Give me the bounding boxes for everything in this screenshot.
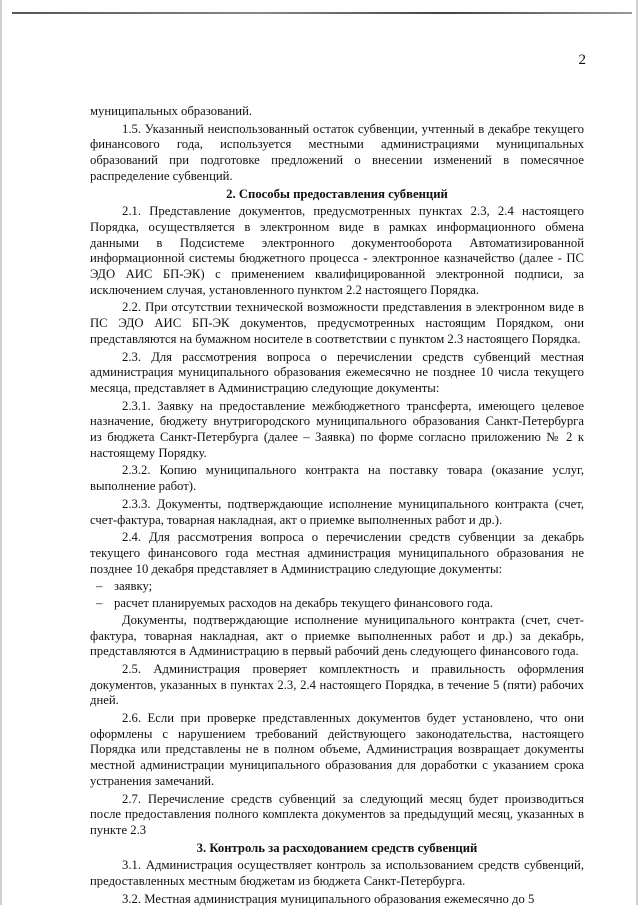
dash-marker: – <box>96 579 103 594</box>
paragraph: 2.7. Перечисление средств субвенций за следующий месяц будет производиться после предоставления полного комплекта документов за предыдущий месяц, указанных в пункте 2.3 <box>90 791 584 837</box>
paragraph: 2.3.1. Заявку на предоставление межбюджетного трансферта, имеющего целевое назначение, бюджету внутригородского муниципального образования Санкт-Петербурга из бюджета Санкт-Петербурга (далее – Заявка) по форме согласно приложению № 2 к настоящему Порядку. <box>90 398 584 460</box>
paragraph: 2.1. Представление документов, предусмотренных пунктах 2.3, 2.4 настоящего Порядка, осуществляется в электронном виде в рамках информационного обмена данными в Подсистеме электронного документооборота Автоматизированной информационной системы бюджетного процесса - электронное казначейство (далее - ПС ЭДО АИС БП-ЭК) с применением квалифицированной электронной подписи, за исключением случая, установленного пунктом 2.2 настоящего Порядка. <box>90 204 584 297</box>
list-item-text: заявку; <box>114 579 153 594</box>
list-item-text: расчет планируемых расходов на декабрь текущего финансового года. <box>114 596 494 611</box>
paragraph: 2.6. Если при проверке представленных документов будет установлено, что они оформлены с нарушением требований действующего законодательства, настоящего Порядка или представлены не в полном объеме, Администрация возвращает документы местной администрации муниципального образования для доработки с указанием срока устранения замечаний. <box>90 711 584 788</box>
paragraph: 2.2. При отсутствии технической возможности представления в электронном виде в ПС ЭДО АИС БП-ЭК документов, предусмотренных настоящим Порядком, они представляются на бумажном носителе в соответствии с пунктом 2.3 настоящего Порядка. <box>90 300 584 346</box>
scan-edge-left <box>0 0 2 905</box>
scan-top-border <box>12 12 632 14</box>
paragraph: 2.5. Администрация проверяет комплектность и правильность оформления документов, указанных в пунктах 2.3, 2.4 настоящего Порядка, в течение 5 (пяти) рабочих дней. <box>90 661 584 708</box>
paragraph: 2.3. Для рассмотрения вопроса о перечислении средств субвенций местная администрация муниципального образования ежемесячно не позднее 10 числа текущего месяца, представляет в Администрацию следующие документы: <box>90 349 584 395</box>
scan-edge-right <box>636 0 638 905</box>
dash-marker: – <box>96 596 103 611</box>
paragraph: 2.3.3. Документы, подтверждающие исполнение муниципального контракта (счет, счет-фактура, товарная накладная, акт о приемке выполненных работ и др.). <box>90 496 584 527</box>
document-body <box>90 104 584 909</box>
list-item <box>90 596 584 612</box>
paragraph: муниципальных образований. <box>90 104 253 118</box>
paragraph: 2.3.2. Копию муниципального контракта на поставку товара (оказание услуг, выполнение работ). <box>90 463 584 494</box>
paragraph: 2.4. Для рассмотрения вопроса о перечислении средств субвенции за декабрь текущего финансового года местная администрация муниципального образования не позднее 10 декабря представляет в Администрацию следующие документы: <box>90 530 584 576</box>
paragraph: 1.5. Указанный неиспользованный остаток субвенции, учтенный в декабре текущего финансового года, используется местными администрациями муниципальных образований при подготовке предложений о внесении изменений в помесячное распределение субвенций. <box>90 121 584 183</box>
paragraph: 3.1. Администрация осуществляет контроль за использованием средств субвенций, предоставленных местным бюджетам из бюджета Санкт-Петербурга. <box>90 858 584 889</box>
section-heading: 3. Контроль за расходованием средств субвенций <box>196 840 478 855</box>
paragraph: Документы, подтверждающие исполнение муниципального контракта (счет, счет-фактура, товарная накладная, акт о приемке выполненных работ и др.) за декабрь, представляются в Администрацию в первый рабочий день следующего финансового года. <box>90 612 584 659</box>
section-heading: 2. Способы предоставления субвенций <box>226 186 448 201</box>
paragraph: 3.2. Местная администрация муниципального образования ежемесячно до 5 <box>122 891 535 906</box>
list-item <box>90 579 584 595</box>
page-number: 2 <box>578 52 586 68</box>
